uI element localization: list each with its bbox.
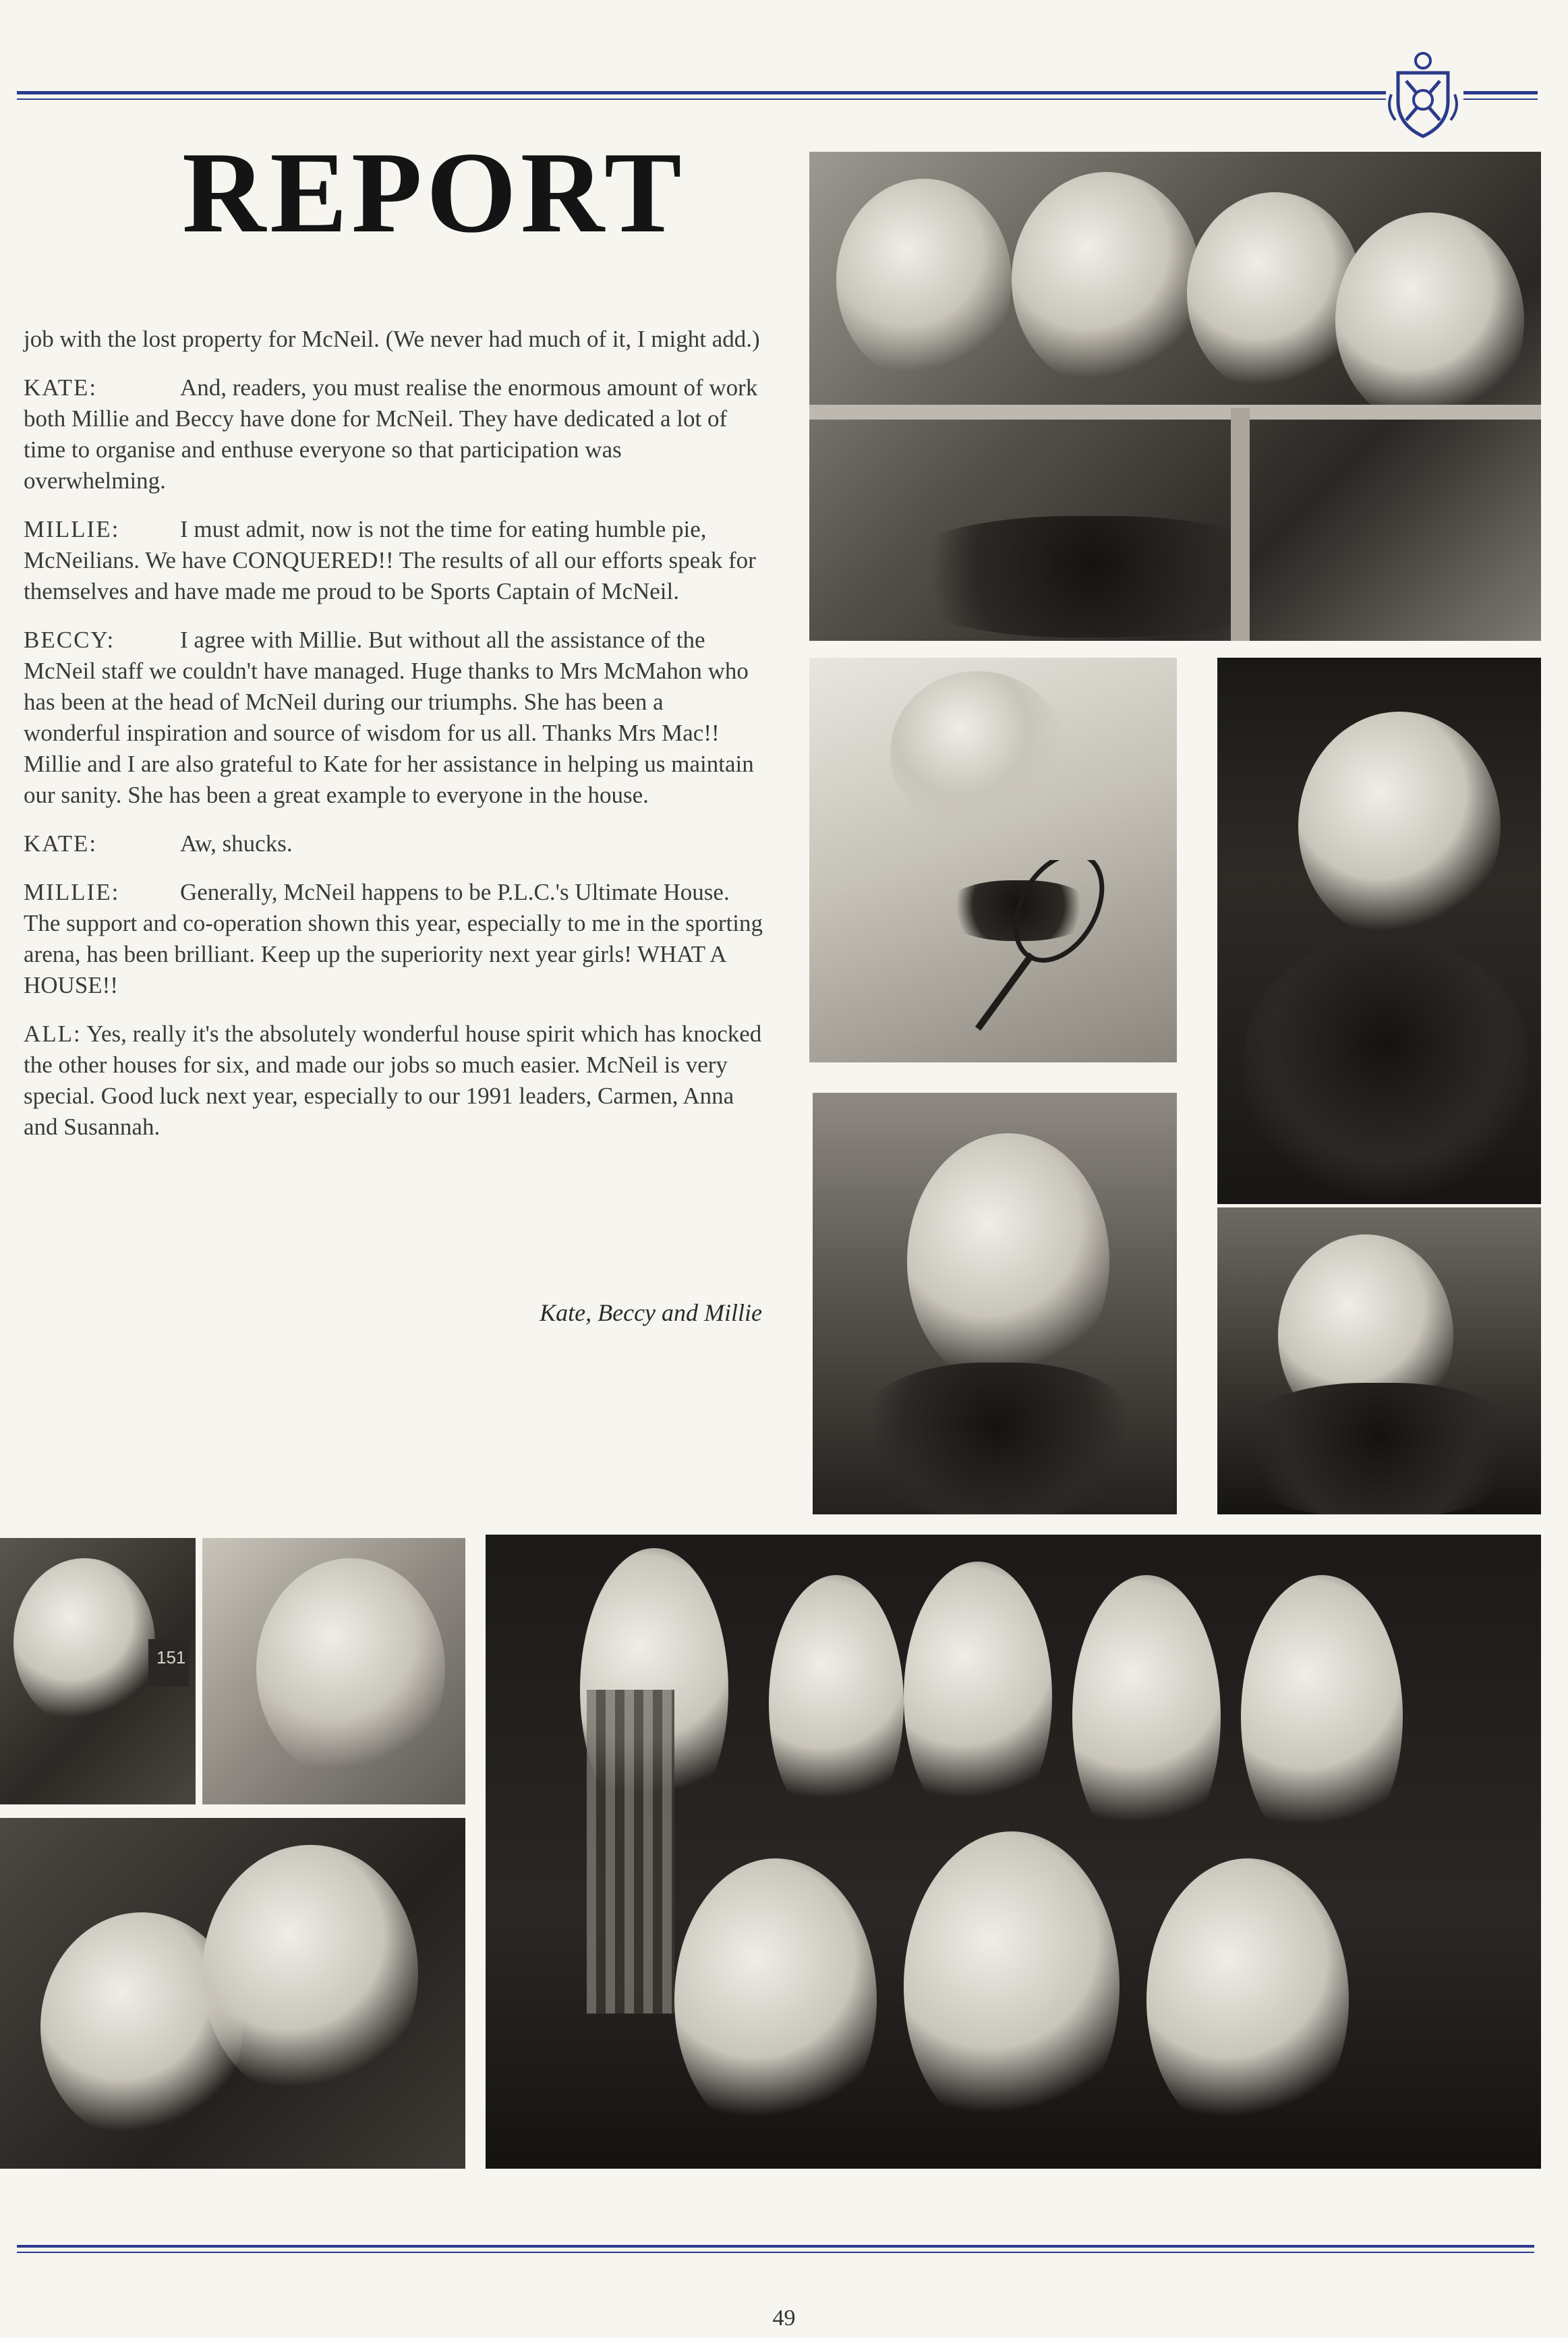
page-number: 49 [772, 2306, 796, 2331]
speaker-label: BECCY: [24, 627, 115, 653]
photo-group [486, 1535, 1541, 2169]
paragraph-text: job with the lost property for McNeil. (We never had much of it, I might add.) [24, 326, 760, 352]
speaker-label: MILLIE: [24, 879, 120, 905]
paragraph-kate-1 [24, 372, 765, 496]
paragraph-text: I agree with Millie. But without all the assistance of the McNeil staff we couldn't have managed. Huge thanks to Mrs McMahon who has been at the head of McNeil during our triumphs. She has been a wonderful inspiration and source of wisdom for us all. Thanks Mrs Mac!! Millie and I are also grateful to Kate for her assistance in helping us maintain our sanity. She has been a great example to everyone in the house. [24, 627, 754, 808]
paragraph-intro [24, 324, 765, 355]
photo-spectators [809, 152, 1541, 641]
signature: Kate, Beccy and Millie [540, 1299, 762, 1326]
photo-face-paint [0, 1818, 465, 2169]
bottom-rule-thin [17, 2252, 1534, 2253]
school-crest-icon [1386, 47, 1460, 142]
top-rule-right-thin [1463, 98, 1538, 100]
article-body [24, 324, 765, 1160]
top-rule-right [1463, 91, 1538, 94]
paragraph-text: I must admit, now is not the time for eating humble pie, McNeilians. We have CONQUERED!! The results of all our efforts speak for themselves and have made me proud to be Sports Captain of McNeil. [24, 516, 756, 604]
speaker-label: ALL: [24, 1021, 82, 1047]
bottom-rule [17, 2245, 1534, 2248]
paragraph-millie-1 [24, 514, 765, 607]
paragraph-millie-2 [24, 877, 765, 1001]
top-rule [17, 91, 1386, 94]
paragraph-beccy [24, 625, 765, 811]
photo-profile-portrait [202, 1538, 465, 1804]
photo-girl-evening-dress [1217, 658, 1541, 1204]
paragraph-text: Aw, shucks. [180, 830, 293, 857]
photo-student-glasses [0, 1538, 196, 1804]
speaker-label: KATE: [24, 830, 98, 857]
page-title: REPORT [182, 129, 686, 257]
speaker-label: KATE: [24, 374, 98, 401]
paragraph-all [24, 1019, 765, 1143]
door-sign: 151 [156, 1647, 186, 1667]
paragraph-text: Generally, McNeil happens to be P.L.C.'s Ultimate House. The support and co-operation shown this year, especially to me in the sporting arena, has been brilliant. Keep up the superiority next year girls! WHAT A HOUSE!! [24, 879, 763, 998]
photo-smiling-girl [1217, 1207, 1541, 1514]
paragraph-text: Yes, really it's the absolutely wonderful house spirit which has knocked the other houses for six, and made our jobs so much easier. McNeil is very special. Good luck next year, especially to our 1991 leaders, Carmen, Anna and Susannah. [24, 1021, 762, 1140]
top-rule-thin [17, 98, 1386, 100]
photo-tennis-player [809, 658, 1177, 1062]
paragraph-text: And, readers, you must realise the enormous amount of work both Millie and Beccy have done for McNeil. They have dedicated a lot of time to organise and enthuse everyone so that participation was overwhelming. [24, 374, 758, 494]
paragraph-kate-2 [24, 828, 765, 859]
photo-girl-uniform [813, 1093, 1177, 1514]
speaker-label: MILLIE: [24, 516, 120, 542]
